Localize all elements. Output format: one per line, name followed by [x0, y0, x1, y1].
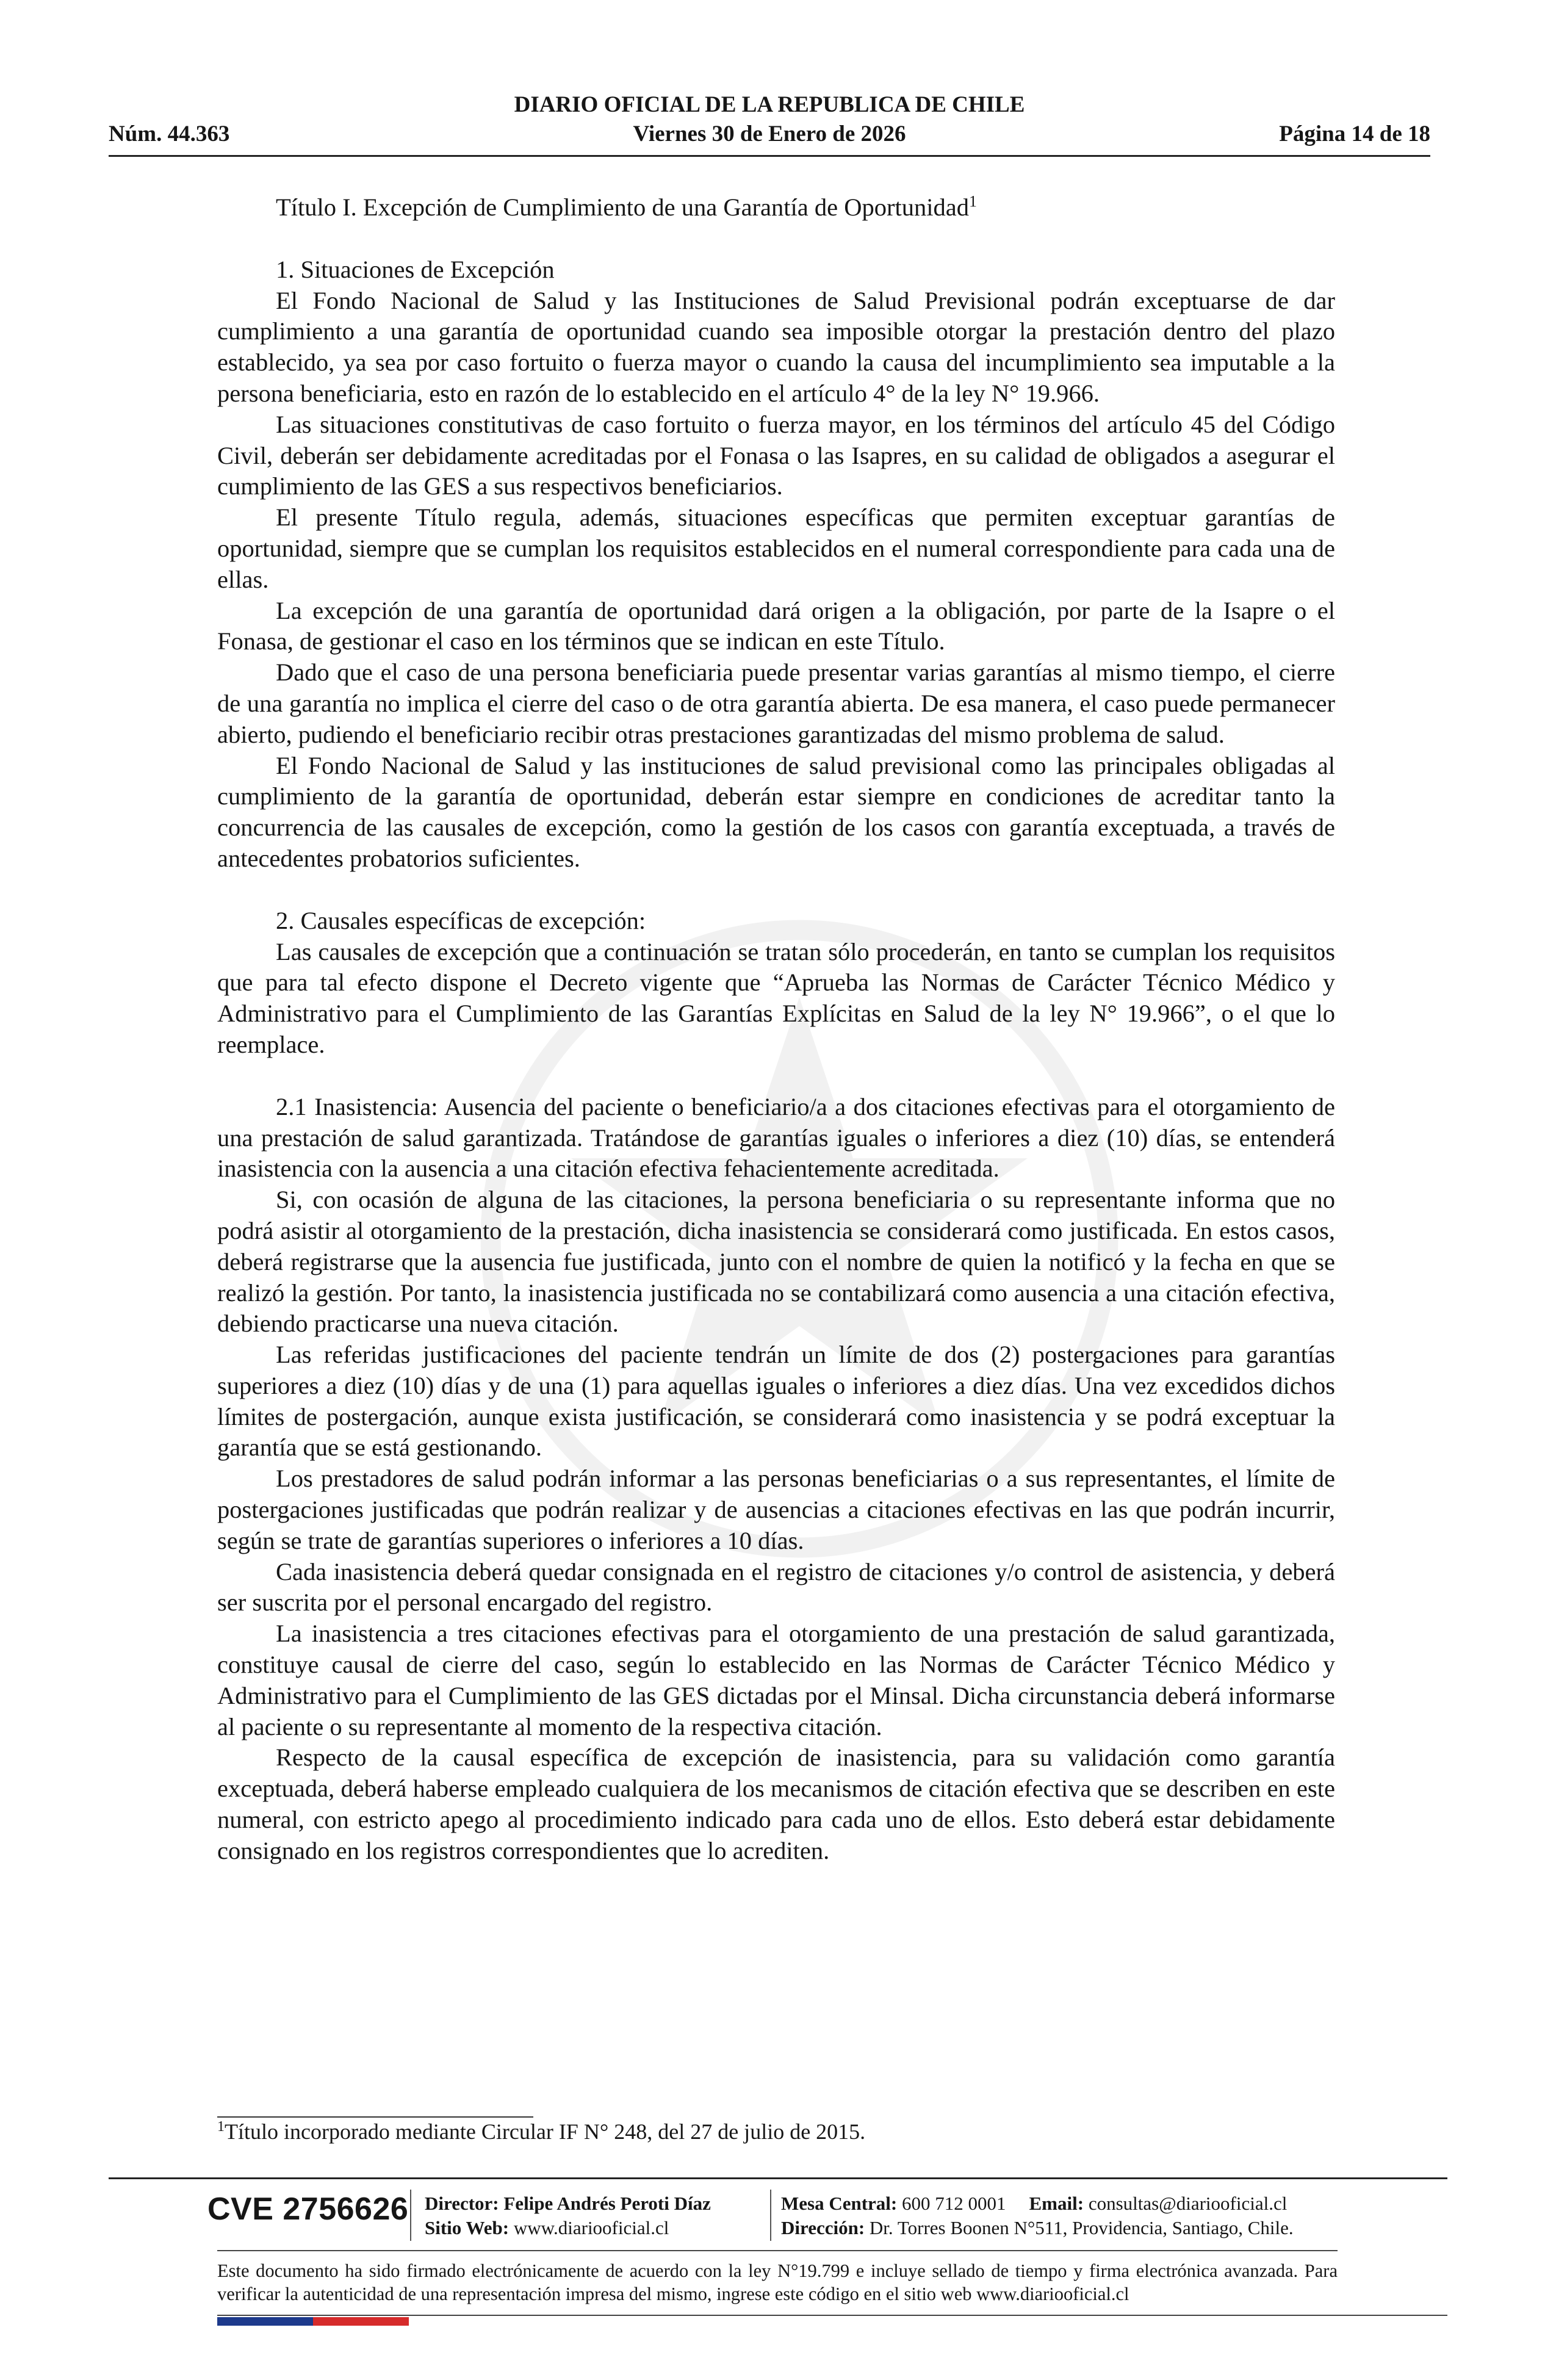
paragraph: Dado que el caso de una persona beneficiaria puede presentar varias garantías al mismo tiempo, el cierre de una garantía no implica el cierre del caso o de otra garantía abierta. De esa manera, el caso puede permanecer abierto, pudiendo el beneficiario recibir otras prestaciones garantizadas del mismo problema de salud. — [217, 658, 1335, 748]
paragraph: El presente Título regula, además, situaciones específicas que permiten exceptuar garantías de oportunidad, siempre que se cumplan los requisitos establecidos en el numeral correspondiente para cada una de ellas. — [217, 503, 1335, 593]
footer-divider-mid — [217, 2250, 1338, 2251]
section-title-text: Título I. Excepción de Cumplimiento de una Garantía de Oportunidad — [276, 193, 969, 221]
website-label: Sitio Web: — [425, 2217, 510, 2238]
document-body — [217, 192, 1335, 1867]
footnote-marker: 1 — [217, 2119, 225, 2135]
footnote-divider — [217, 2116, 533, 2118]
page-header — [109, 92, 1430, 165]
footer-separator — [410, 2190, 411, 2241]
header-divider — [109, 155, 1430, 157]
paragraph: Las causales de excepción que a continuación se tratan sólo procederán, en tanto se cumplan los requisitos que para tal efecto dispone el Decreto vigente que “Aprueba las Normas de Carácter Técnico Médico y Administrativo para el Cumplimiento de las Garantías Explícitas en Salud de la ley N° 19.966”, o el que lo reemplace. — [217, 937, 1335, 1058]
website-line — [425, 2216, 711, 2240]
website-link[interactable]: www.diariooficial.cl — [513, 2217, 669, 2238]
paragraph: El Fondo Nacional de Salud y las Instituciones de Salud Previsional podrán exceptuarse de dar cumplimiento a una garantía de oportunidad cuando sea imposible otorgar la prestación dentro del plazo establecido, ya sea por caso fortuito o fuerza mayor o cuando la causa del incumplimiento sea imputable a la persona beneficiaria, esto en razón de lo establecido en el artículo 4° de la ley N° 19.966. — [217, 286, 1335, 407]
flag-stripe — [217, 2317, 409, 2326]
email-link[interactable]: consultas@diariooficial.cl — [1088, 2193, 1288, 2214]
paragraph: Las referidas justificaciones del paciente tendrán un límite de dos (2) postergaciones para garantías superiores a diez (10) días y de una (1) para aquellas iguales o inferiores a diez días. Una vez excedidos dichos límites de postergación, aunque exista justificación, se considerará como inasistencia y se podrá exceptuar la garantía que se está gestionando. — [217, 1341, 1335, 1462]
address-label: Dirección: — [781, 2217, 865, 2238]
legal-notice: Este documento ha sido firmado electrónicamente de acuerdo con la ley N°19.799 e incluye sellado de tiempo y firma electrónica avanzada. Para verificar la autenticidad de una representación impresa del mismo, ingrese este código en el sitio web www.diariooficial.cl — [217, 2260, 1338, 2304]
footer-contact-block — [781, 2191, 1294, 2240]
footnote-ref[interactable]: 1 — [968, 192, 977, 211]
page-number: Página 14 de 18 — [1279, 121, 1430, 146]
newspaper-title: DIARIO OFICIAL DE LA REPUBLICA DE CHILE — [514, 92, 1025, 117]
cve-code: CVE 2756626 — [207, 2191, 409, 2227]
paragraph: Respecto de la causal específica de excepción de inasistencia, para su validación como garantía exceptuada, deberá haberse empleado cualquiera de los mecanismos de citación efectiva que se describen en este numeral, con estricto apego al procedimiento indicado para cada uno de ellos. Esto deberá estar debidamente consignado en los registros correspondientes que lo acrediten. — [217, 1744, 1335, 1864]
paragraph: La inasistencia a tres citaciones efectivas para el otorgamiento de una prestación de salud garantizada, constituye causal de cierre del caso, según lo establecido en las Normas de Carácter Técnico Médico y Administrativo para el Cumplimiento de las GES dictadas por el Minsal. Dicha circunstancia deberá informarse al paciente o su representante al momento de la respectiva citación. — [217, 1620, 1335, 1740]
director-label: Director: Felipe Andrés Peroti Díaz — [425, 2193, 711, 2214]
mesa-phone: 600 712 0001 — [902, 2193, 1006, 2214]
paragraph: La excepción de una garantía de oportunidad dará origen a la obligación, por parte de la Isapre o el Fonasa, de gestionar el caso en los términos que se indican en este Título. — [217, 596, 1335, 655]
email-label: Email: — [1029, 2193, 1084, 2214]
heading-causales: 2. Causales específicas de excepción: — [276, 906, 646, 934]
footnote — [217, 2119, 865, 2144]
address-line — [781, 2216, 1294, 2240]
paragraph: Los prestadores de salud podrán informar a las personas beneficiarias o a sus representantes, el límite de postergaciones justificadas que podrán realizar y de ausencias a citaciones efectivas en las que podrán incurrir, según se trate de garantías superiores o inferiores a 10 días. — [217, 1465, 1335, 1554]
flag-red-bar — [313, 2317, 409, 2326]
mesa-label: Mesa Central: — [781, 2193, 898, 2214]
issue-date: Viernes 30 de Enero de 2026 — [633, 121, 906, 146]
footer-director-block — [425, 2191, 711, 2240]
paragraph: El Fondo Nacional de Salud y las instituciones de salud previsional como las principales obligadas al cumplimiento de la garantía de oportunidad, deberán estar siempre en condiciones de acreditar tanto la concurrencia de las causales de excepción, como la gestión de los casos con garantía exceptuada, a través de antecedentes probatorios suficientes. — [217, 751, 1335, 872]
paragraph: Cada inasistencia deberá quedar consignada en el registro de citaciones y/o control de asistencia, y deberá ser suscrita por el personal encargado del registro. — [217, 1557, 1335, 1617]
footer-divider-top — [109, 2177, 1447, 2179]
paragraph: Si, con ocasión de alguna de las citaciones, la persona beneficiaria o su representante informa que no podrá asistir al otorgamiento de la prestación, dicha inasistencia se considerará como justificada. En estos casos, deberá registrarse que la ausencia fue justificada, junto con el nombre de quien la notificó y la fecha en que se realizó la gestión. Por tanto, la inasistencia justificada no se contabilizará como ausencia a una citación efectiva, debiendo practicarse una nueva citación. — [217, 1186, 1335, 1338]
footer-separator — [770, 2190, 771, 2241]
issue-number: Núm. 44.363 — [109, 121, 230, 146]
footer-divider-bottom — [217, 2315, 1447, 2316]
footnote-text: Título incorporado mediante Circular IF N° 248, del 27 de julio de 2015. — [225, 2119, 866, 2144]
paragraph: Las situaciones constitutivas de caso fortuito o fuerza mayor, en los términos del artículo 45 del Código Civil, deberán ser debidamente acreditadas por el Fonasa o las Isapres, en su calidad de obligados a asegurar el cumplimiento de las GES a sus respectivos beneficiarios. — [217, 410, 1335, 500]
contact-line — [781, 2191, 1294, 2216]
section-title — [217, 192, 1335, 223]
heading-situaciones: 1. Situaciones de Excepción — [276, 255, 555, 283]
address-value: Dr. Torres Boonen N°511, Providencia, Santiago, Chile. — [869, 2217, 1294, 2238]
flag-blue-bar — [217, 2317, 313, 2326]
paragraph-inasistencia: 2.1 Inasistencia: Ausencia del paciente o beneficiario/a a dos citaciones efectivas para el otorgamiento de una prestación de salud garantizada. Tratándose de garantías iguales o inferiores a diez (10) días, se entenderá inasistencia con la ausencia a una citación efectiva fehacientemente acreditada. — [217, 1092, 1335, 1183]
